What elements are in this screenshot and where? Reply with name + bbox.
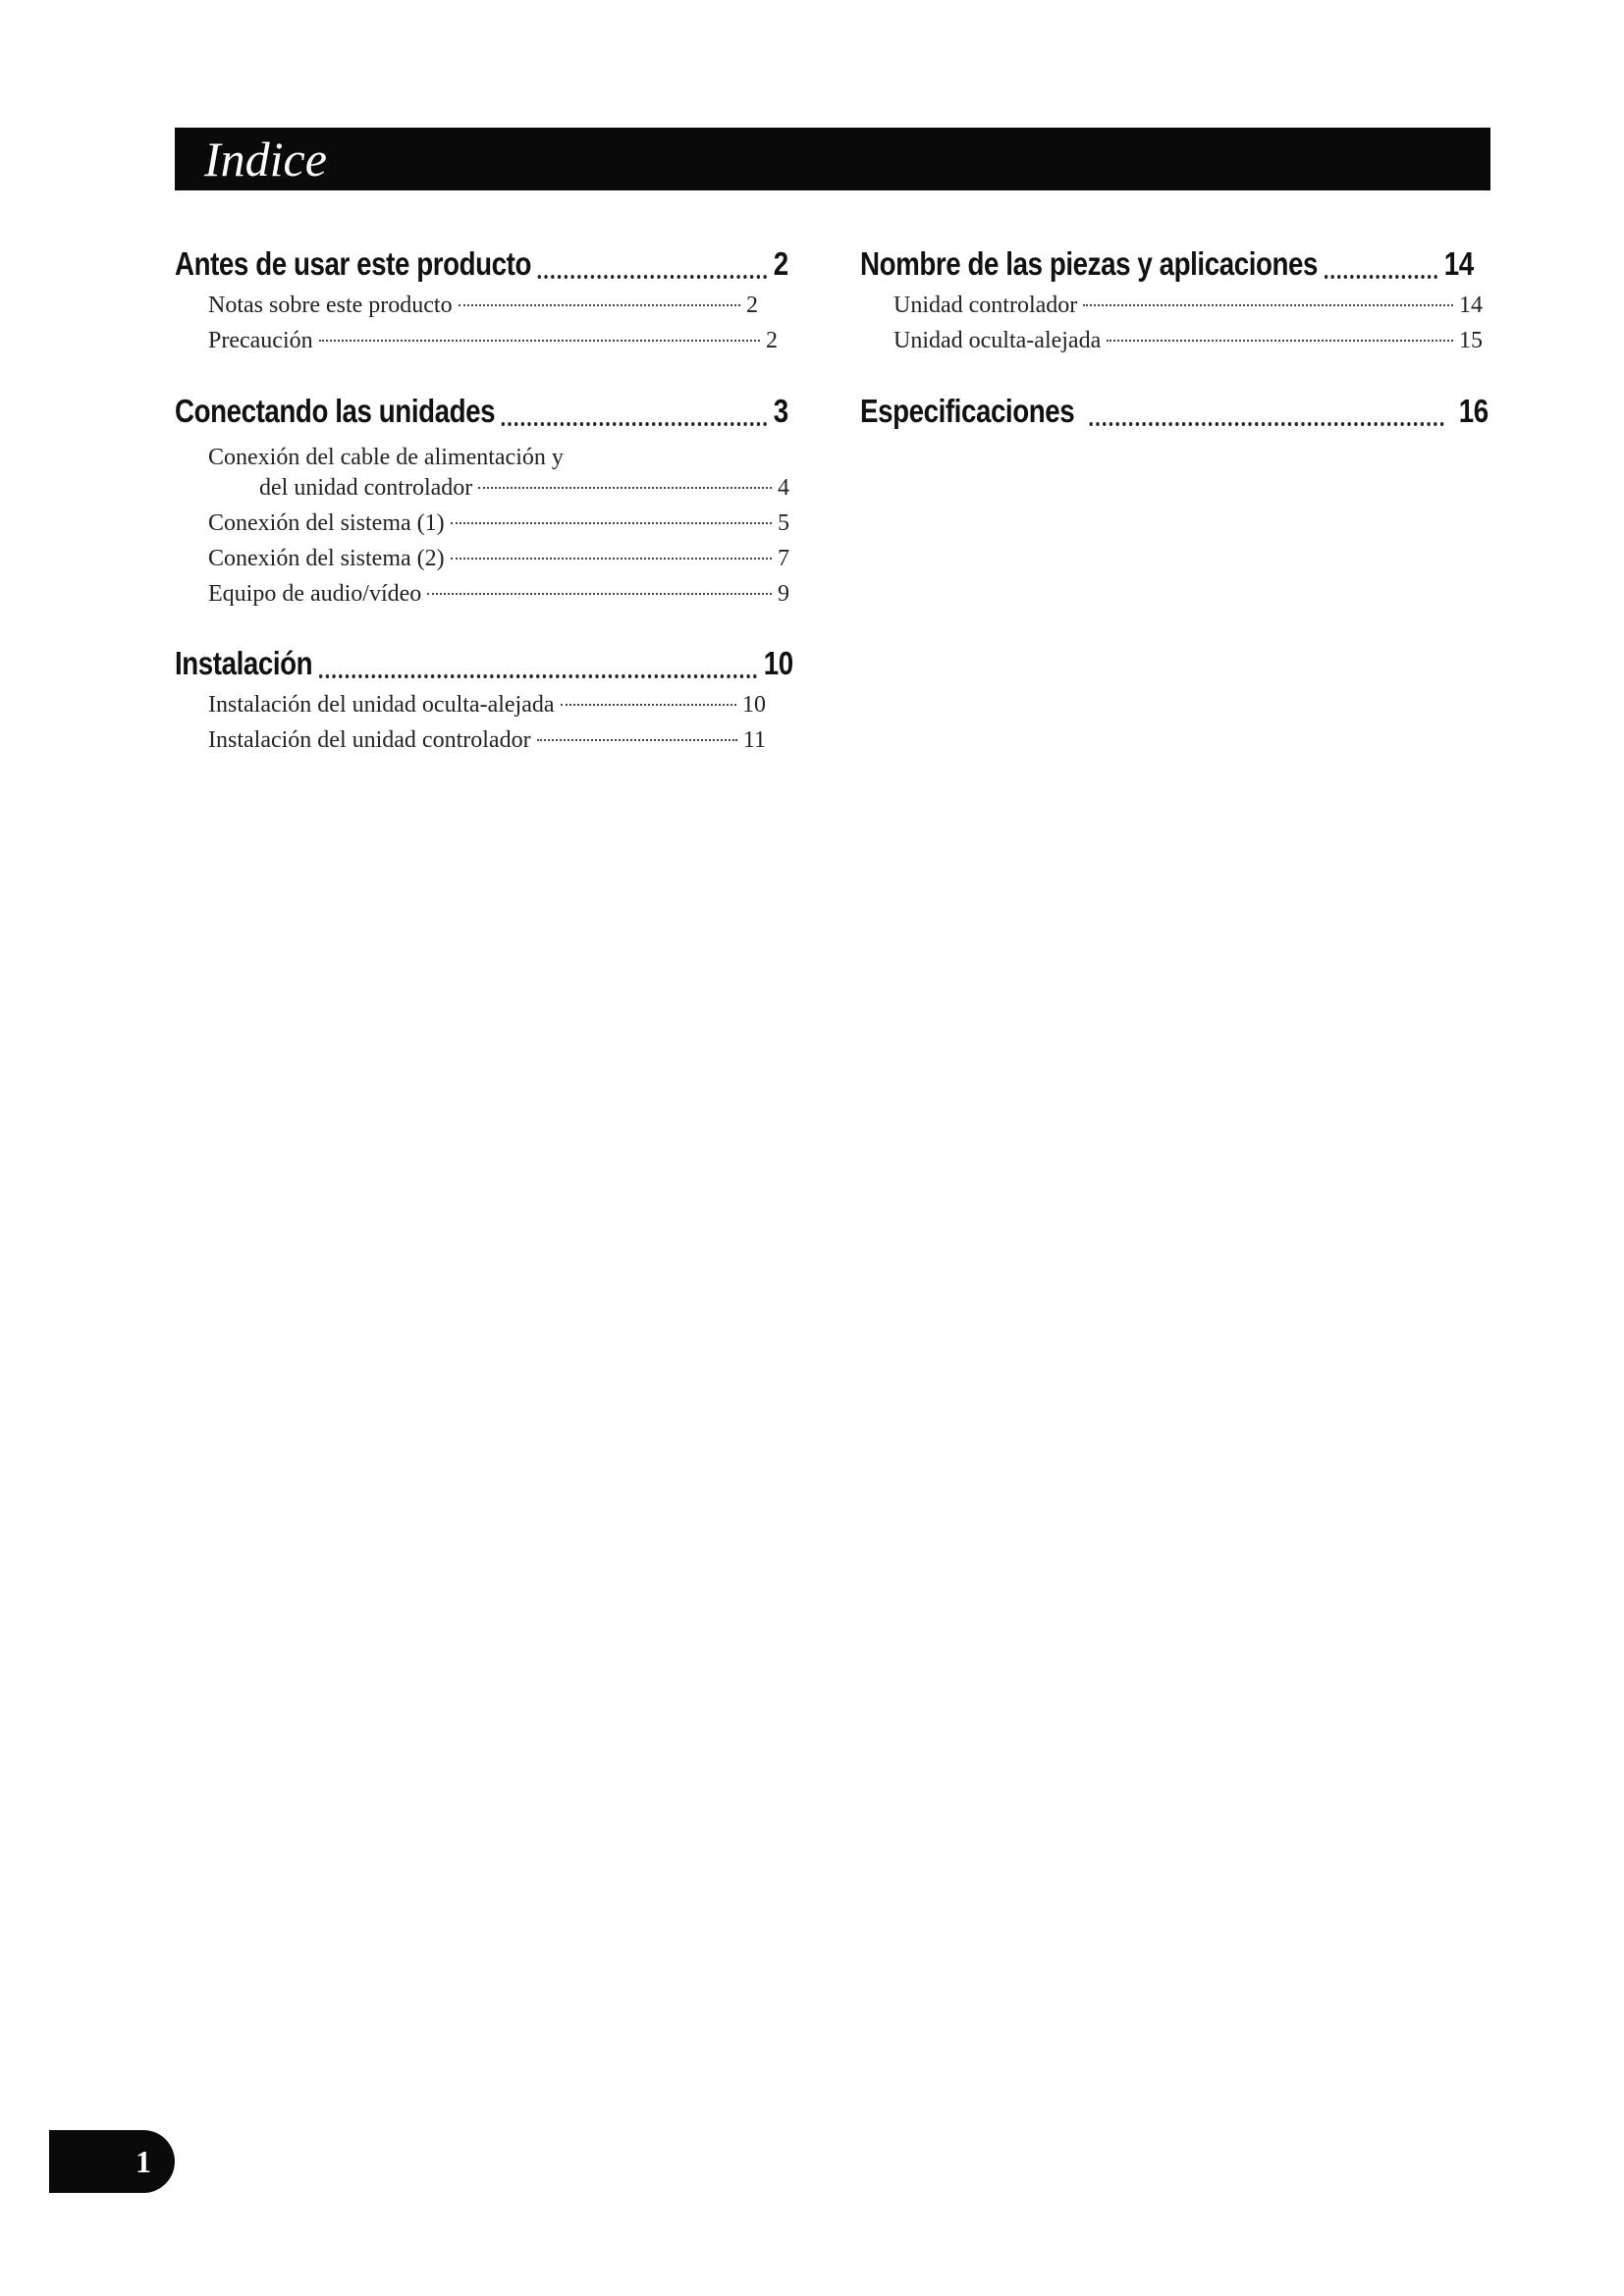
toc-entry-page: 11 — [742, 727, 766, 753]
toc-entry[interactable] — [860, 293, 1483, 328]
toc-entry-label: Precaución — [208, 328, 313, 353]
toc-heading-page: 10 — [763, 645, 793, 681]
dot-leader — [319, 340, 760, 342]
toc-section-antes — [175, 245, 788, 363]
toc-entry-page: 2 — [766, 328, 778, 353]
dot-leader — [561, 704, 736, 706]
toc-entry[interactable] — [860, 328, 1483, 363]
toc-entry[interactable] — [175, 727, 766, 763]
toc-heading-conectando[interactable] — [175, 393, 788, 436]
page-title: Indice — [204, 132, 327, 187]
toc-entry-label: Unidad controlador — [893, 293, 1078, 318]
toc-entry-label: Conexión del sistema (1) — [208, 510, 445, 536]
toc-heading-nombre[interactable] — [860, 245, 1474, 289]
dot-leader — [538, 275, 767, 279]
toc-entry-page: 9 — [778, 581, 789, 607]
toc-section-especificaciones — [860, 393, 1489, 436]
toc-entry[interactable] — [175, 692, 766, 727]
page-number: 1 — [135, 2144, 151, 2179]
toc-heading-label: Instalación — [175, 645, 313, 681]
toc-entry[interactable] — [175, 510, 789, 546]
toc-entry-label: Instalación del unidad controlador — [208, 727, 531, 753]
dot-leader — [427, 593, 772, 595]
toc-heading-page: 2 — [773, 245, 788, 282]
toc-entry-label: Instalación del unidad oculta-alejada — [208, 692, 555, 718]
toc-entry[interactable] — [175, 546, 789, 581]
toc-heading-page: 3 — [773, 393, 788, 429]
title-bar — [175, 128, 1490, 190]
toc-entry-multiline[interactable] — [175, 440, 788, 510]
toc-entry-line2 — [175, 475, 789, 510]
toc-entry-page: 4 — [778, 475, 789, 501]
toc-heading-label: Nombre de las piezas y aplicaciones — [860, 245, 1318, 282]
toc-entry-page: 5 — [778, 510, 789, 536]
toc-entry[interactable] — [175, 581, 789, 616]
dot-leader — [537, 739, 737, 741]
toc-heading-label: Conectando las unidades — [175, 393, 496, 429]
dot-leader — [1089, 422, 1443, 426]
toc-heading-page: 14 — [1443, 245, 1474, 282]
toc-entry-page: 7 — [778, 546, 789, 571]
dot-leader — [502, 422, 767, 426]
dot-leader — [1083, 304, 1453, 306]
toc-entry-label: Equipo de audio/vídeo — [208, 581, 422, 607]
dot-leader — [1325, 275, 1437, 279]
toc-heading-antes[interactable] — [175, 245, 788, 289]
toc-section-conectando — [175, 393, 788, 616]
toc-entry[interactable] — [175, 293, 758, 328]
dot-leader — [451, 558, 772, 560]
toc-entry-label: Notas sobre este producto — [208, 293, 453, 318]
toc-heading-instalacion[interactable] — [175, 645, 793, 688]
toc-entry-label: Unidad oculta-alejada — [893, 328, 1102, 353]
dot-leader — [319, 674, 757, 678]
toc-entry-page: 10 — [742, 692, 766, 718]
dot-leader — [1107, 340, 1453, 342]
toc-heading-label: Antes de usar este producto — [175, 245, 531, 282]
dot-leader — [459, 304, 740, 306]
toc-entry-page: 2 — [746, 293, 758, 318]
toc-entry-page: 15 — [1459, 328, 1483, 353]
toc-entry-label-line2: del unidad controlador — [259, 475, 473, 501]
toc-entry-label-line1: Conexión del cable de alimentación y — [208, 445, 564, 470]
toc-heading-label: Especificaciones — [860, 393, 1075, 429]
toc-entry-page: 14 — [1459, 293, 1483, 318]
toc-entry-label: Conexión del sistema (2) — [208, 546, 445, 571]
toc-entry[interactable] — [175, 328, 778, 363]
toc-heading-page: 16 — [1458, 393, 1489, 429]
dot-leader — [451, 522, 772, 524]
page-number-tab — [49, 2130, 175, 2193]
toc-section-instalacion — [175, 645, 793, 763]
dot-leader — [478, 487, 772, 489]
toc-heading-especificaciones[interactable] — [860, 393, 1489, 436]
toc-section-nombre — [860, 245, 1483, 363]
